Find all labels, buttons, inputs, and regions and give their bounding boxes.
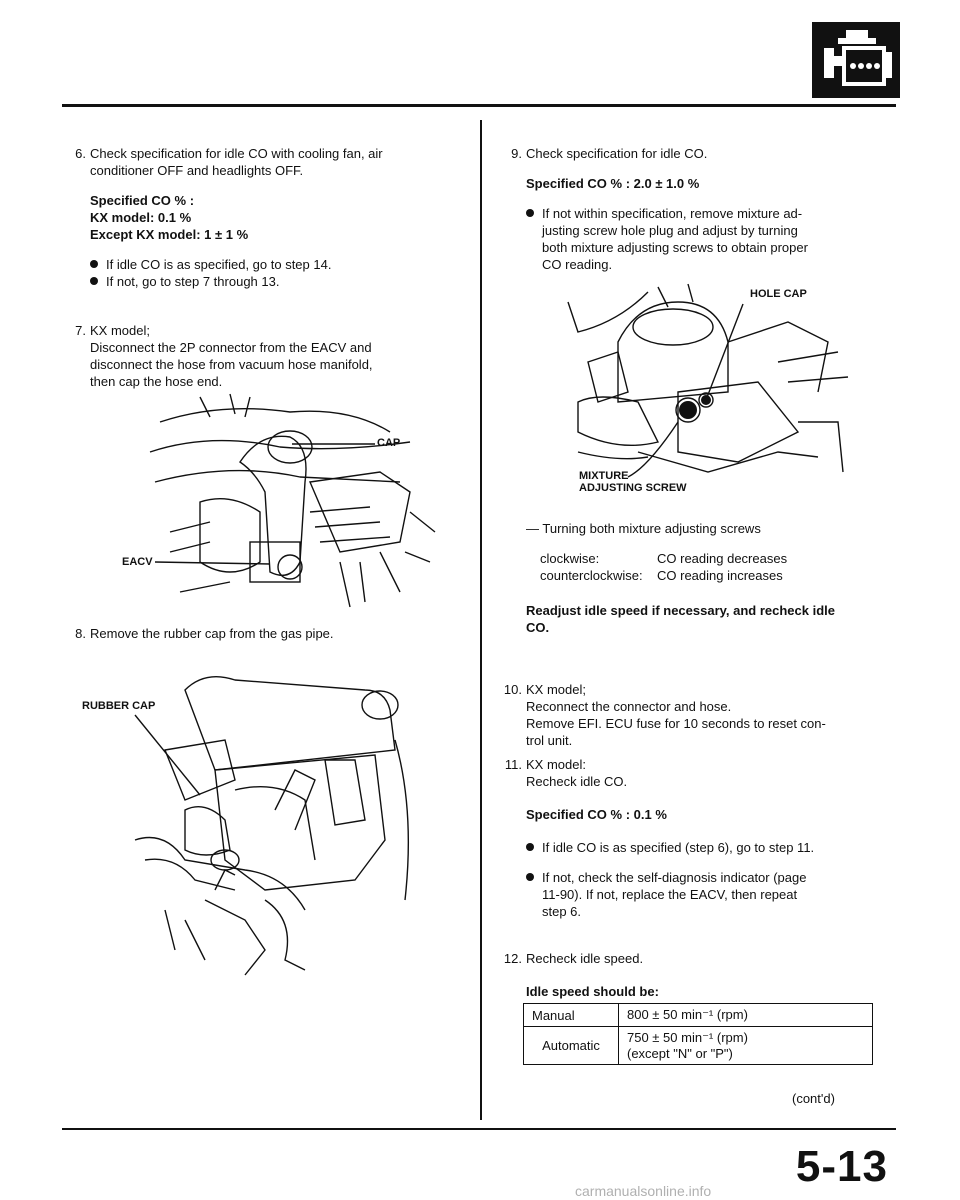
- step-6-bullet-1: If idle CO is as specified, go to step 14.: [90, 256, 462, 273]
- hole-cap-label: HOLE CAP: [750, 288, 807, 300]
- continued-note: (cont'd): [792, 1091, 835, 1106]
- step-11-number: 11.: [504, 757, 522, 772]
- step-7-line-2: Disconnect the 2P connector from the EACV and: [90, 340, 372, 355]
- readjust-line-2: CO.: [526, 620, 550, 635]
- mixture-screw-figure: [558, 282, 858, 492]
- step-11-spec: Specified CO % : 0.1 %: [526, 807, 667, 822]
- step-6-text-1: Check specification for idle CO with cooling fan, air: [90, 146, 383, 161]
- step-9-spec: Specified CO % : 2.0 ± 1.0 %: [526, 176, 700, 191]
- step-10-line-2: Reconnect the connector and hose.: [526, 699, 732, 714]
- step-9-bullet: [526, 205, 878, 273]
- page-number: 5-13: [795, 1142, 888, 1191]
- step-12: [498, 950, 878, 1000]
- step-6: [62, 145, 462, 290]
- clockwise-label: clockwise:: [540, 551, 600, 566]
- step-10: [498, 681, 878, 749]
- step-11-bullet-2-line-2: 11-90). If not, replace the EACV, then repeat: [542, 887, 798, 902]
- step-6-number: 6.: [75, 146, 86, 161]
- spec-except-kx: Except KX model: 1 ± 1 %: [90, 227, 249, 242]
- turning-note: [526, 520, 878, 636]
- step-8: [62, 625, 462, 642]
- idle-speed-table: [523, 1003, 873, 1065]
- counterclockwise-label: counterclockwise:: [540, 568, 643, 583]
- step-11-bullet-1: If idle CO is as specified (step 6), go to step 11.: [526, 839, 878, 856]
- idle-value-line-2: (except "N" or "P"): [627, 1046, 733, 1061]
- step-11-bullet-2-line-1: If not, check the self-diagnosis indicator (page: [542, 870, 807, 885]
- step-9: [498, 145, 878, 273]
- watermark: carmanualsonline.info: [575, 1183, 712, 1199]
- step-10-line-1: KX model;: [526, 682, 586, 697]
- mixture-label: MIXTURE: [579, 470, 629, 482]
- step-11: [498, 756, 878, 920]
- header-rule: [62, 104, 896, 107]
- step-10-number: 10.: [503, 682, 522, 697]
- step-12-text: Recheck idle speed.: [526, 951, 644, 966]
- idle-value-cell: [619, 1027, 873, 1065]
- step-7-line-4: then cap the hose end.: [90, 374, 223, 389]
- clockwise-value: CO reading decreases: [657, 551, 788, 566]
- column-divider: [480, 120, 482, 1120]
- step-10-line-3: Remove EFI. ECU fuse for 10 seconds to reset con-: [526, 716, 826, 731]
- rubber-cap-figure: [125, 660, 425, 980]
- idle-value-cell: [619, 1004, 873, 1027]
- idle-type-cell: Manual: [524, 1004, 619, 1027]
- step-8-number: 8.: [75, 626, 86, 641]
- step-9-bullet-line-4: CO reading.: [542, 257, 613, 272]
- rubber-cap-label: RUBBER CAP: [82, 700, 156, 712]
- step-7-line-3: disconnect the hose from vacuum hose manifold,: [90, 357, 373, 372]
- step-11-bullet-2-line-3: step 6.: [542, 904, 582, 919]
- idle-value-line: 750 ± 50 min⁻¹ (rpm): [627, 1030, 748, 1045]
- step-9-bullet-line-3: both mixture adjusting screws to obtain proper: [542, 240, 808, 255]
- idle-type-cell: Automatic: [524, 1027, 619, 1065]
- step-9-bullet-line-2: justing screw hole plug and adjust by turning: [542, 223, 798, 238]
- step-11-line-1: KX model:: [526, 757, 586, 772]
- step-12-number: 12.: [503, 951, 522, 966]
- idle-speed-title: Idle speed should be:: [526, 984, 659, 999]
- step-9-number: 9.: [511, 146, 522, 161]
- idle-value-line: 800 ± 50 min⁻¹ (rpm): [627, 1007, 748, 1022]
- counterclockwise-value: CO reading increases: [657, 568, 783, 583]
- footer-rule: [62, 1128, 896, 1130]
- step-6-bullet-2: If not, go to step 7 through 13.: [90, 273, 462, 290]
- table-row: [524, 1027, 873, 1065]
- step-7-number: 7.: [75, 323, 86, 338]
- spec-title: Specified CO % :: [90, 193, 195, 208]
- eacv-label: EACV: [122, 556, 153, 568]
- step-7-line-1: KX model;: [90, 323, 150, 338]
- readjust-line-1: Readjust idle speed if necessary, and recheck idle: [526, 603, 836, 618]
- eacv-figure: [140, 392, 440, 614]
- adjusting-screw-label: ADJUSTING SCREW: [579, 482, 687, 494]
- step-6-text-2: conditioner OFF and headlights OFF.: [90, 163, 304, 178]
- table-row: [524, 1004, 873, 1027]
- step-11-line-2: Recheck idle CO.: [526, 774, 628, 789]
- cap-label: CAP: [377, 437, 401, 449]
- step-8-text: Remove the rubber cap from the gas pipe.: [90, 626, 334, 641]
- step-9-text: Check specification for idle CO.: [526, 146, 708, 161]
- step-7: [62, 322, 462, 390]
- step-10-line-4: trol unit.: [526, 733, 573, 748]
- step-11-bullet-2: [526, 869, 878, 920]
- step-9-bullet-line-1: If not within specification, remove mixture ad-: [542, 206, 803, 221]
- turning-text: — Turning both mixture adjusting screws: [526, 521, 761, 536]
- engine-section-icon: [812, 22, 900, 98]
- spec-kx: KX model: 0.1 %: [90, 210, 192, 225]
